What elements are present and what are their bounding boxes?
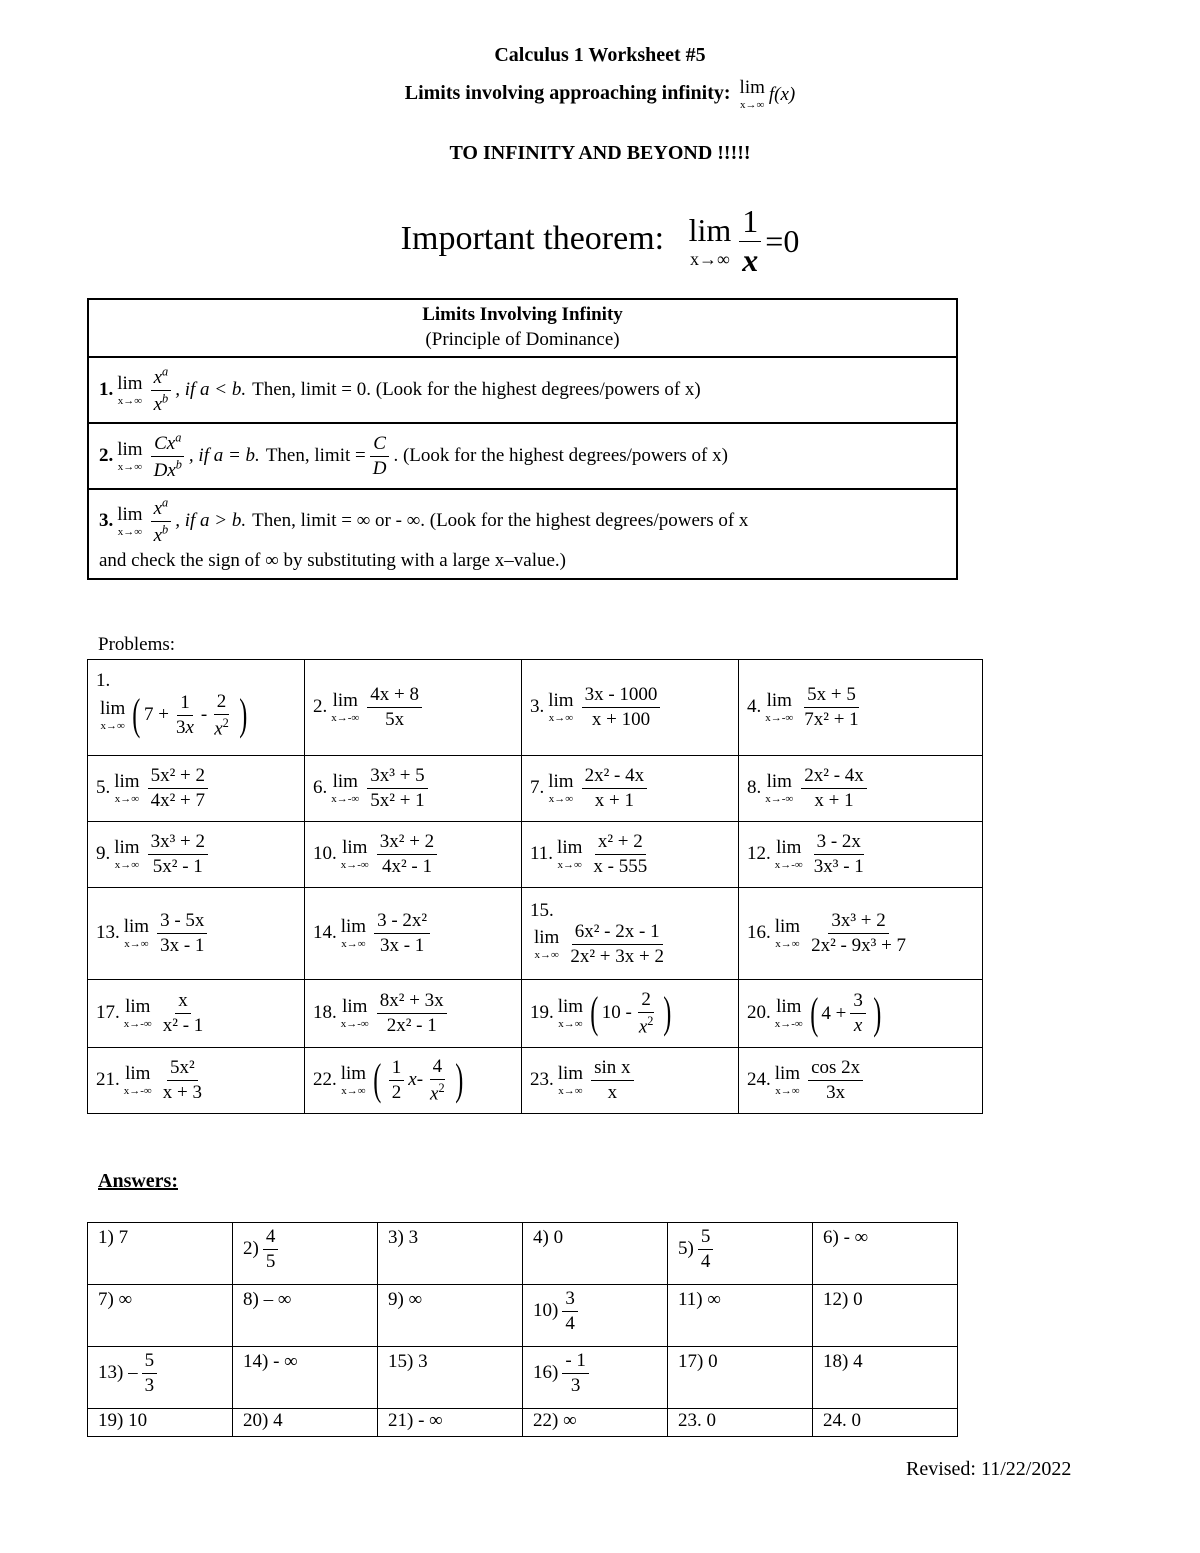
answer-6: 6) - ∞ — [813, 1223, 958, 1285]
answer-24: 24. 0 — [813, 1409, 958, 1437]
answer-10: 10) $\frac{3}{4}$ — [523, 1285, 668, 1347]
answer-22: 22) ∞ — [523, 1409, 668, 1437]
problem-17: 17. lim x→-∞ $\frac{x}{\text{x² - 1}}$ — [88, 980, 305, 1048]
answer-14: 14) - ∞ — [233, 1347, 378, 1409]
answer-20: 20) 4 — [233, 1409, 378, 1437]
theorem-label: Important theorem: — [400, 219, 665, 257]
problem-23: 23. lim x→∞ $\frac{\text{sin x}}{x}$ — [522, 1048, 739, 1114]
dominance-subheading: (Principle of Dominance) — [425, 328, 620, 350]
subtitle-text: Limits involving approaching infinity: — [404, 82, 731, 105]
problems-label: Problems: — [98, 634, 176, 655]
motto: TO INFINITY AND BEYOND !!!!! — [449, 142, 751, 164]
dominance-header — [89, 300, 956, 358]
problem-3: 3. lim x→∞ $\frac{3x - 1000}{x + 100}$ — [522, 660, 739, 756]
answer-21: 21) - ∞ — [378, 1409, 523, 1437]
problem-7: 7. lim x→∞ $\frac{\text{2x² - 4x}}{x + 1}$ — [522, 756, 739, 822]
answer-4: 4) 0 — [523, 1223, 668, 1285]
problem-18: 18. lim x→-∞ $\frac{\text{8x² + 3x}}{\text{2x² - 1}}$ — [305, 980, 522, 1048]
theorem-expr: lim x→∞ $\frac{1}{x}$ =0 — [688, 203, 800, 278]
answer-5: 5) $\frac{5}{4}$ — [668, 1223, 813, 1285]
problem-14: 14. lim x→∞ $\frac{\text{3 - 2x²}}{3x - 1}$ — [305, 888, 522, 980]
problem-1: 1. lim x→∞ ( 7 + $\frac{1}{3x}$ - $\frac{2}{x^2}$ ) — [88, 660, 305, 756]
problem-2: 2. lim x→-∞ $\frac{4x + 8}{5x}$ — [305, 660, 522, 756]
answer-15: 15) 3 — [378, 1347, 523, 1409]
answer-7: 7) ∞ — [88, 1285, 233, 1347]
answer-12: 12) 0 — [813, 1285, 958, 1347]
answer-18: 18) 4 — [813, 1347, 958, 1409]
answer-16: 16) $\frac{- 1}{3}$ — [523, 1347, 668, 1409]
answer-1: 1) 7 — [88, 1223, 233, 1285]
revised-date: Revised: 11/22/2022 — [906, 1458, 1072, 1480]
answers-table — [87, 1222, 958, 1437]
answer-8: 8) – ∞ — [233, 1285, 378, 1347]
problem-12: 12. lim x→-∞ $\frac{3 - 2x}{\text{3x³ - 1}}$ — [739, 822, 983, 888]
problem-5: 5. lim x→∞ $\frac{\text{5x² + 2}}{\text{4x² + 7}}$ — [88, 756, 305, 822]
dominance-box — [87, 298, 958, 580]
answer-3: 3) 3 — [378, 1223, 523, 1285]
problem-20: 20. lim x→-∞ ( 4 + $\frac{3}{x}$ ) — [739, 980, 983, 1048]
subtitle-limit-expr: lim x→∞ f(x) — [739, 77, 796, 111]
answer-19: 19) 10 — [88, 1409, 233, 1437]
dominance-rule-1: 1. lim x→∞ $\frac{x^a}{x^b}$ , if a < b. Then, limit = 0. (Look for the highest degrees/powers of x) — [89, 358, 956, 424]
problem-10: 10. lim x→-∞ $\frac{\text{3x² + 2}}{\text{4x² - 1}}$ — [305, 822, 522, 888]
worksheet-subtitle — [0, 78, 1200, 111]
problem-16: 16. lim x→∞ $\frac{\text{3x³ + 2}}{\text{2x² - 9x³ + 7}}$ — [739, 888, 983, 980]
important-theorem — [0, 205, 1200, 277]
problem-9: 9. lim x→∞ $\frac{\text{3x³ + 2}}{\text{5x² - 1}}$ — [88, 822, 305, 888]
answer-2: 2) $\frac{4}{5}$ — [233, 1223, 378, 1285]
problem-13: 13. lim x→∞ $\frac{3 - 5x}{3x - 1}$ — [88, 888, 305, 980]
problem-22: 22. lim x→∞ ( $\frac{1}{2}$ x - $\frac{4}{x^2}$ ) — [305, 1048, 522, 1114]
answer-9: 9) ∞ — [378, 1285, 523, 1347]
problem-15: 15. lim x→∞ $\frac{\text{6x² - 2x - 1}}{\text{2x² + 3x + 2}}$ — [522, 888, 739, 980]
dominance-heading: Limits Involving Infinity — [422, 304, 623, 325]
answer-13: 13) – $\frac{5}{3}$ — [88, 1347, 233, 1409]
problem-11: 11. lim x→∞ $\frac{\text{x² + 2}}{x - 555}$ — [522, 822, 739, 888]
problem-21: 21. lim x→-∞ $\frac{\text{5x²}}{x + 3}$ — [88, 1048, 305, 1114]
problems-table — [87, 659, 983, 1114]
worksheet-title: Calculus 1 Worksheet #5 — [494, 44, 706, 66]
dominance-rule-2: 2. lim x→∞ $\frac{Cx^a}{Dx^b}$ , if a = b. Then, limit = $\frac{C}{D}$ . (Look for the highest degrees/powers of x) — [89, 424, 956, 490]
answer-23: 23. 0 — [668, 1409, 813, 1437]
answer-17: 17) 0 — [668, 1347, 813, 1409]
problem-19: 19. lim x→∞ ( 10 - $\frac{2}{x^2}$ ) — [522, 980, 739, 1048]
problem-24: 24. lim x→∞ $\frac{\cos 2x}{3x}$ — [739, 1048, 983, 1114]
answers-label: Answers: — [98, 1170, 178, 1192]
problem-8: 8. lim x→-∞ $\frac{\text{2x² - 4x}}{x + 1}$ — [739, 756, 983, 822]
problem-6: 6. lim x→-∞ $\frac{\text{3x³ + 5}}{\text{5x² + 1}}$ — [305, 756, 522, 822]
dominance-rule-3: 3. lim x→∞ $\frac{x^a}{x^b}$ , if a > b. Then, limit = ∞ or - ∞. (Look for the highest degrees/powers of x and check the sign of ∞ by substituting with a large x–value.) — [99, 495, 749, 571]
problem-4: 4. lim x→-∞ $\frac{5x + 5}{\text{7x² + 1}}$ — [739, 660, 983, 756]
answer-11: 11) ∞ — [668, 1285, 813, 1347]
